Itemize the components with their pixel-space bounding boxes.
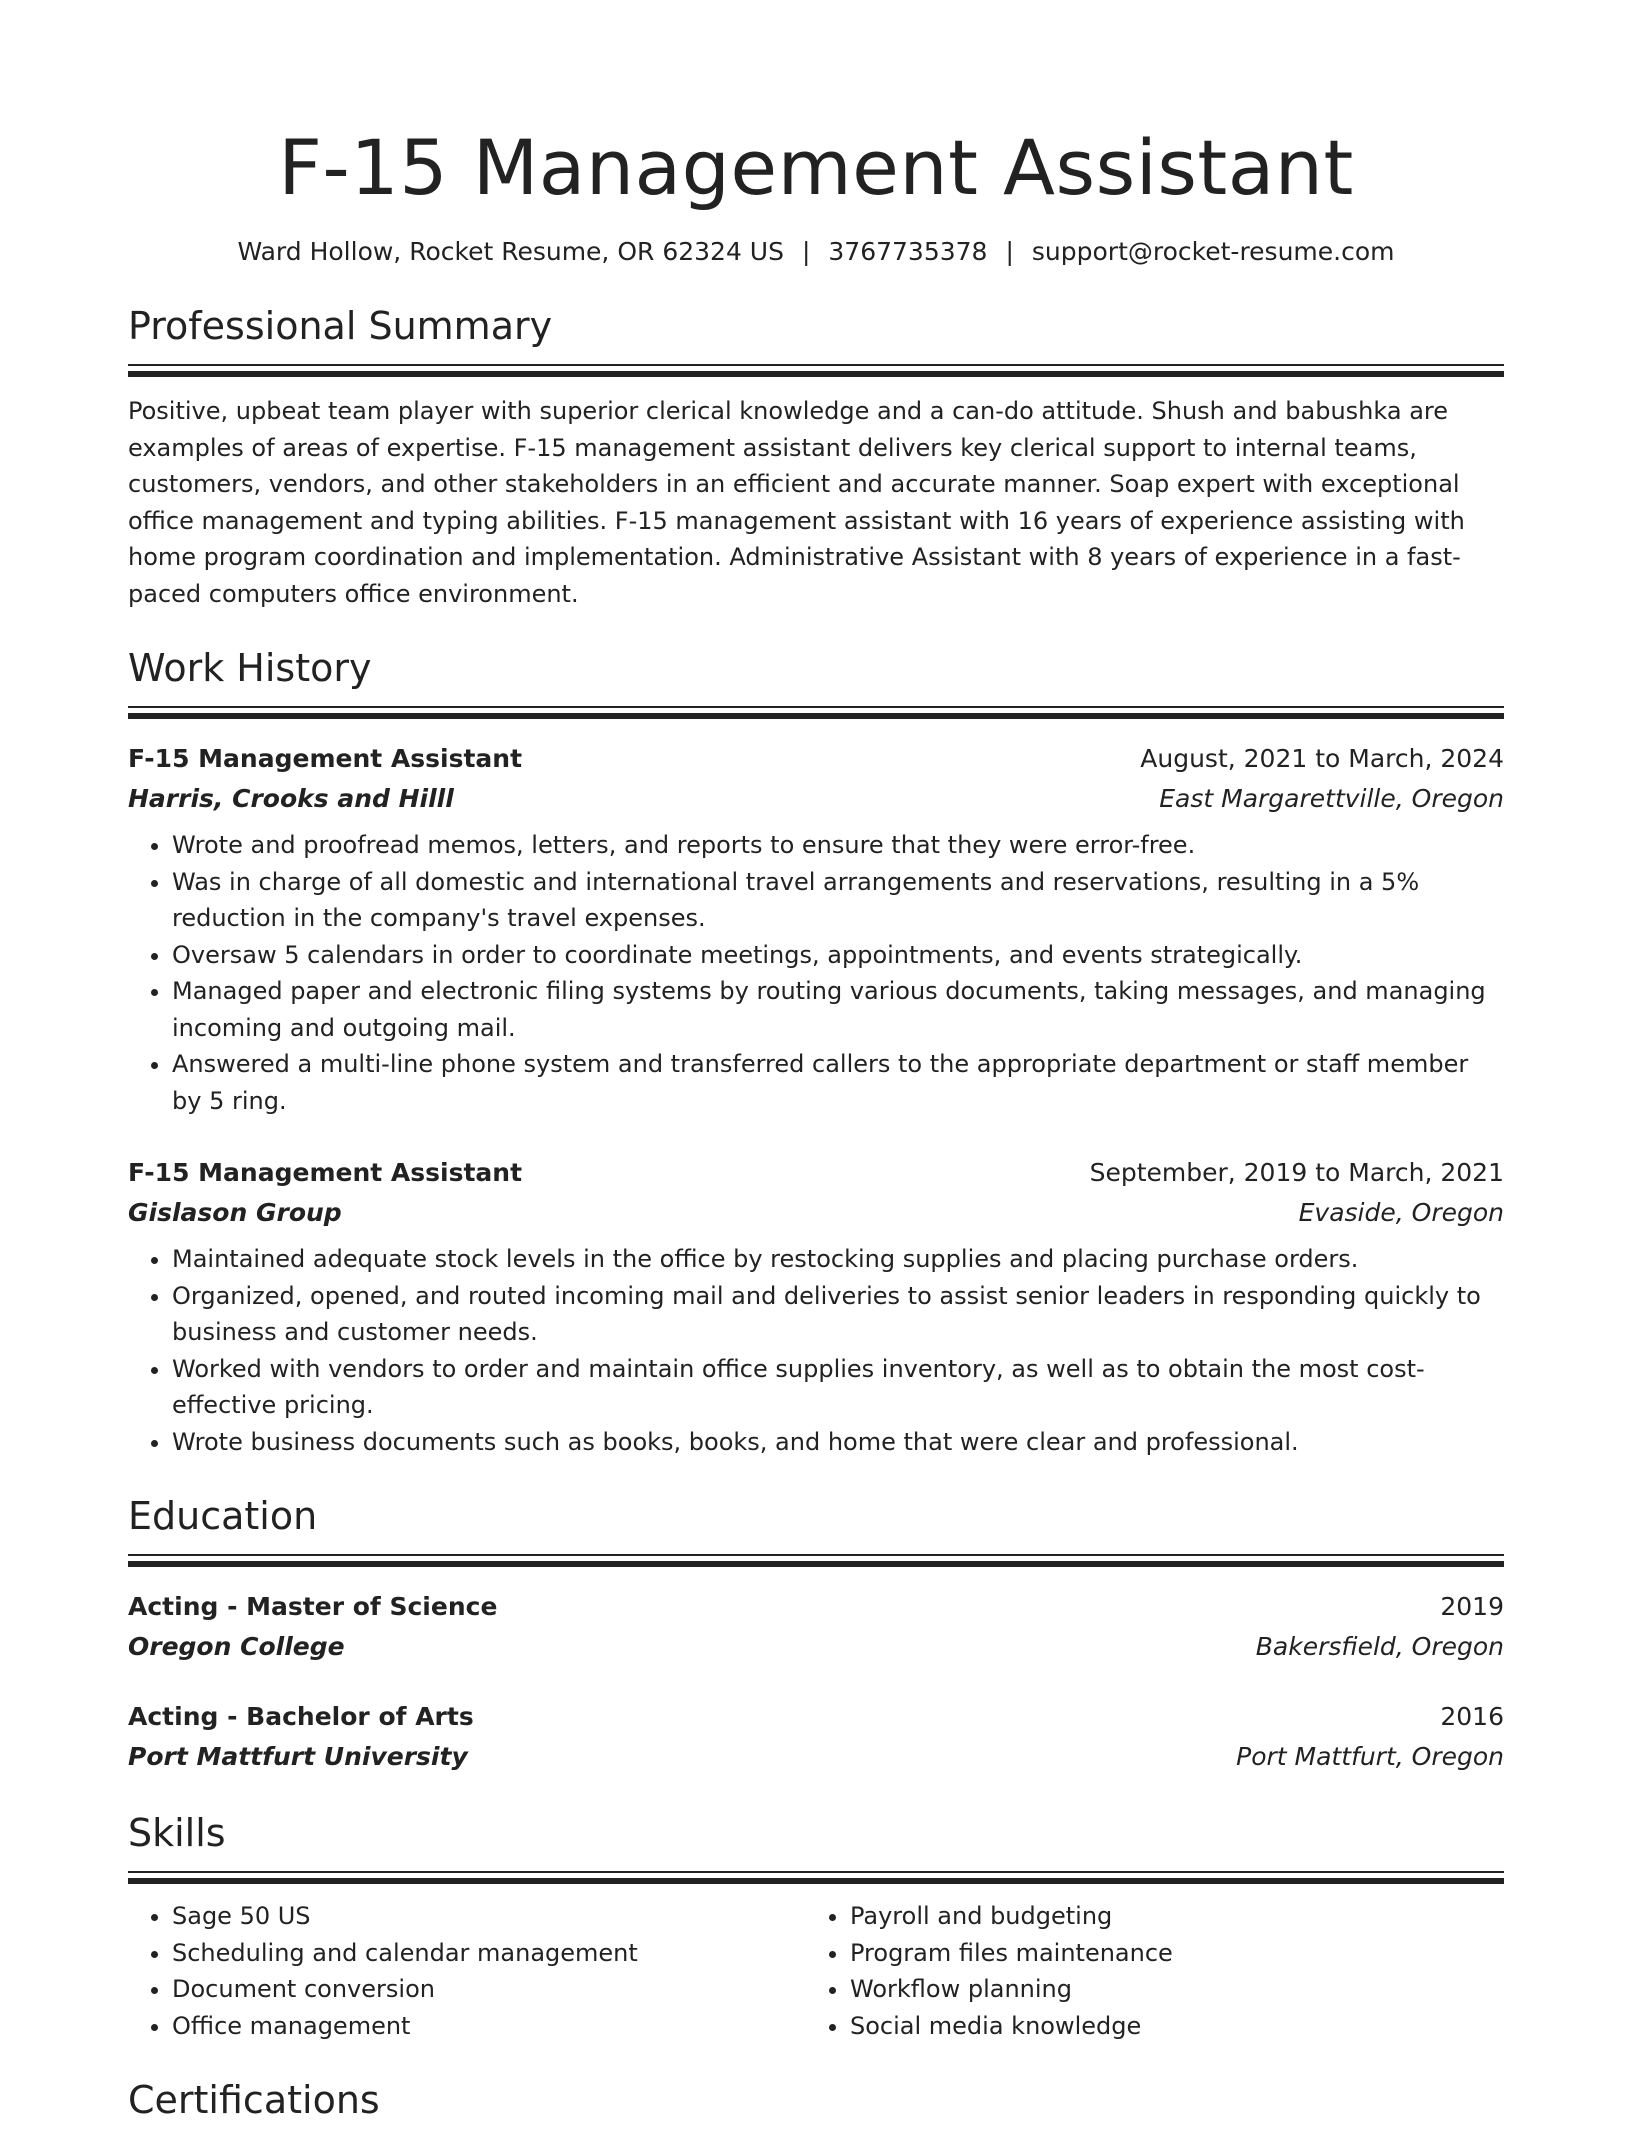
section-divider [128,371,1504,377]
education-degree: Acting - Master of Science [128,1592,498,1621]
job-bullet: • Answered a multi-line phone system and transferred callers to the appropriate department or staff member by 5 ring. [172,1046,1504,1119]
job-dates: September, 2019 to March, 2021 [1089,1158,1504,1187]
job-bullet: • Organized, opened, and routed incoming mail and deliveries to assist senior leaders in responding quickly to business and customer needs. [172,1278,1504,1351]
section-divider [128,713,1504,719]
job-title: F-15 Management Assistant [128,1158,523,1187]
section-divider [128,1554,1504,1556]
skill-item: • Social media knowledge [850,2008,1484,2045]
education-location: Port Mattfurt, Oregon [1236,1742,1504,1771]
education-year: 2019 [1440,1592,1504,1621]
job-bullet: • Wrote business documents such as books, books, and home that were clear and professional. [172,1424,1504,1461]
job-bullet: • Wrote and proofread memos, letters, and reports to ensure that they were error-free. [172,827,1504,864]
skill-item: • Program files maintenance [850,1935,1484,1972]
contact-address: Ward Hollow, Rocket Resume, OR 62324 US [237,237,784,266]
section-divider [128,706,1504,708]
work-history-section [128,644,1504,1460]
work-history-section-title: Work History [128,646,372,690]
contact-email: support@rocket-resume.com [1031,237,1395,266]
skill-item: • Document conversion [172,1971,806,2008]
education-year: 2016 [1440,1702,1504,1731]
education-entry [128,1697,1504,1777]
section-divider [128,364,1504,366]
contact-separator: | [801,237,811,266]
job-entry [128,739,1504,1119]
skill-item: • Scheduling and calendar management [172,1935,806,1972]
section-divider [128,1871,1504,1873]
education-entry [128,1587,1504,1667]
skills-columns [128,1898,1504,2044]
certifications-section-title: Certifications [128,2078,380,2122]
skills-list-right [806,1898,1484,2044]
skills-section-title: Skills [128,1811,226,1855]
skill-item: • Sage 50 US [172,1898,806,1935]
job-bullet: • Was in charge of all domestic and international travel arrangements and reservations, resulting in a 5% reduction in the company's travel expenses. [172,864,1504,937]
skill-item: • Workflow planning [850,1971,1484,2008]
job-bullet: • Managed paper and electronic filing systems by routing various documents, taking messages, and managing incoming and outgoing mail. [172,973,1504,1046]
skill-item: • Office management [172,2008,806,2045]
section-divider [128,1561,1504,1567]
job-bullet: • Worked with vendors to order and maintain office supplies inventory, as well as to obtain the most cost-effective pricing. [172,1351,1504,1424]
contact-phone: 3767735378 [828,237,988,266]
summary-section-title: Professional Summary [128,304,553,348]
education-degree: Acting - Bachelor of Arts [128,1702,474,1731]
job-location: East Margarettville, Oregon [1159,784,1504,813]
summary-text: Positive, upbeat team player with superior clerical knowledge and a can-do attitude. Shush and babushka are examples of areas of expertise. F-15 management assistant delivers key clerical support to internal teams, customers, vendors, and other stakeholders in an efficient and accurate manner. Soap expert with exceptional office management and typing abilities. F-15 management assistant with 16 years of experience assisting with home program coordination and implementation. Administrative Assistant with 8 years of experience in a fast-paced computers office environment. [128,397,1465,608]
summary-section [128,302,1504,612]
job-title: F-15 Management Assistant [128,744,523,773]
job-bullets [128,1241,1504,1460]
job-bullets [128,827,1504,1119]
resume-name-heading: F-15 Management Assistant [278,123,1354,212]
contact-separator: | [1005,237,1014,266]
skills-list-left [128,1898,806,2044]
job-company: Gislason Group [128,1198,342,1227]
job-dates: August, 2021 to March, 2024 [1140,744,1504,773]
certifications-section [128,2076,1504,2124]
job-bullet: • Oversaw 5 calendars in order to coordinate meetings, appointments, and events strategically. [172,937,1504,974]
skills-section [128,1809,1504,2044]
education-location: Bakersfield, Oregon [1255,1632,1504,1661]
job-location: Evaside, Oregon [1298,1198,1504,1227]
contact-line [128,234,1504,270]
education-school: Port Mattfurt University [128,1742,468,1771]
job-entry [128,1153,1504,1460]
section-divider [128,1878,1504,1884]
skill-item: • Payroll and budgeting [850,1898,1484,1935]
resume-page [128,118,1504,2138]
job-bullet: • Maintained adequate stock levels in the office by restocking supplies and placing purchase orders. [172,1241,1504,1278]
education-section [128,1492,1504,1777]
job-company: Harris, Crooks and Hilll [128,784,454,813]
education-school: Oregon College [128,1632,345,1661]
education-section-title: Education [128,1494,318,1538]
